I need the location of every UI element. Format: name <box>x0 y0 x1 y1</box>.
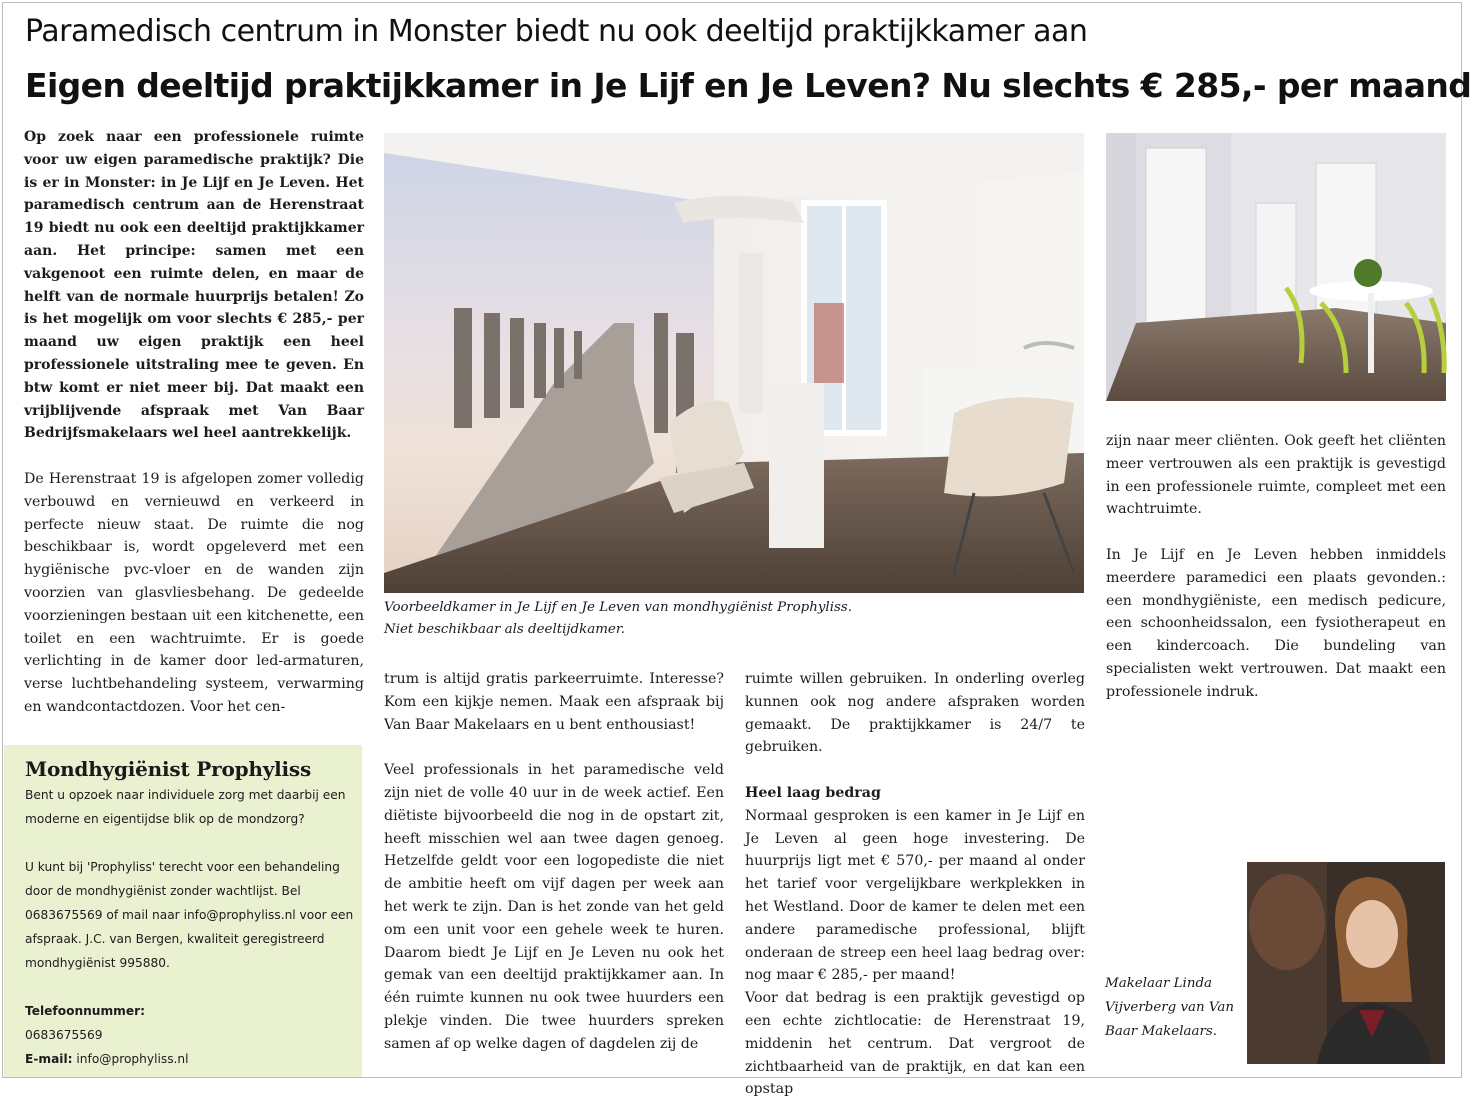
col3-p1: ruimte willen gebruiken. In onderling overleg kunnen ook nog andere afspraken worden gemaakt. De praktijkkamer is 24/7 te gebruiken. <box>745 671 1085 756</box>
col3-subhead: Heel laag bedrag <box>745 784 881 801</box>
headline: Eigen deeltijd praktijkkamer in Je Lijf en Je Leven? Nu slechts € 285,- per maand <box>25 66 1471 105</box>
col4-p1: zijn naar meer cliënten. Ook geeft het cliënten meer vertrouwen als een praktijk is gevestigd in een professionele ruimte, compleet met een wachtruimte. <box>1106 433 1446 518</box>
agent-caption: Makelaar Linda Vijverberg van Van Baar Makelaars. <box>1105 976 1234 1039</box>
caption-line-1: Voorbeeldkamer in Je Lijf en Je Leven van mondhygiënist Prophyliss. <box>384 600 852 615</box>
prophyliss-sidebar <box>4 745 362 1077</box>
col3-p3: Voor dat bedrag is een praktijk gevestigd op een echte zichtlocatie: de Herenstraat 19, middenin het centrum. Dat vergroot de zichtbaarheid van de praktijk, en dat kan een opstap <box>745 990 1085 1098</box>
agent-portrait <box>1247 862 1445 1064</box>
col4-p2: In Je Lijf en Je Leven hebben inmiddels meerdere paramedici een plaats gevonden.: een mondhygiëniste, een medisch pedicure, een schoonheidssalon, een fysiotherapeut en een kindercoach. Die bundeling van specialisten wekt vertrouwen. Dat maakt een professionele indruk. <box>1106 546 1446 700</box>
col2-p2: Veel professionals in het paramedische veld zijn niet de volle 40 uur in de week actief. Een diëtiste bijvoorbeeld die nog in de opstart zit, heeft misschien wel aan twee dagen genoeg. Hetzelfde geldt voor een logopediste die niet de ambitie heeft om vijf dagen per week aan het werk te zijn. Dan is het zonde van het geld om een unit voor een gehele week te huren. Daarom biedt Je Lijf en Je Leven nu ook het gemak van een deeltijd praktijkkamer aan. In één ruimte kunnen nu ook twee huurders een plekje vinden. Die twee huurders spreken samen af op welke dagen of dagdelen zij de <box>384 762 724 1052</box>
caption-line-2: Niet beschikbaar als deeltijdkamer. <box>384 622 626 637</box>
kicker: Paramedisch centrum in Monster biedt nu ook deeltijd praktijkkamer aan <box>25 14 1088 49</box>
col2-p1: trum is altijd gratis parkeerruimte. Interesse? Kom een kijkje nemen. Maak een afspraak bij Van Baar Makelaars en u bent enthousiast! <box>384 671 724 733</box>
intro-paragraph <box>24 126 364 719</box>
phone-label: Telefoonnummer: <box>25 1004 146 1018</box>
sidebar-title: Mondhygiënist Prophyliss <box>25 757 312 781</box>
hallway-illustration <box>1106 133 1446 401</box>
sidebar-p1: Bent u opzoek naar individuele zorg met daarbij een moderne en eigentijdse blik op de mondzorg? <box>25 788 346 826</box>
email-label: E-mail: <box>25 1052 73 1066</box>
sidebar-body <box>25 783 362 1071</box>
col3-p2: Normaal gesproken is een kamer in Je Lijf en Je Leven al geen hoge investering. De huurprijs ligt met € 570,- per maand al onder het tarief voor vergelijkbare werkplekken in het Westland. Door de kamer te delen met een andere paramedische professional, blijft onderaan de streep een heel laag bedrag over: nog maar € 285,- per maand! <box>745 807 1085 984</box>
treatment-room-illustration <box>384 133 1084 593</box>
col4 <box>1106 430 1446 704</box>
main-photo-treatment-room <box>384 133 1084 593</box>
col1-body: De Herenstraat 19 is afgelopen zomer volledig verbouwd en vernieuwd en verkeerd in perfecte nieuw staat. De ruimte die nog beschikbaar is, wordt opgeleverd met een hygiënische pvc-vloer en de wanden zijn voorzien van glasvliesbehang. De gedeelde voorzieningen bestaan uit een kitchenette, een toilet en een wachtruimte. Er is goede verlichting in de kamer door led-armaturen, verse luchtbehandeling systeem, verwarming en wandcontactdozen. Voor het cen- <box>24 470 364 715</box>
intro-text: Op zoek naar een professionele ruimte voor uw eigen paramedische praktijk? Die is er in Monster: in Je Lijf en Je Leven. Het paramedisch centrum aan de Herenstraat 19 biedt nu ook een deeltijd praktijkkamer aan. Het principe: samen met een vakgenoot een ruimte delen, en maar de helft van de normale huurprijs betalen! Zo is het mogelijk om voor slechts € 285,- per maand uw eigen praktijk een heel professionele uitstraling mee te geven. En btw komt er niet meer bij. Dat maakt een vrijblijvende afspraak met Van Baar Bedrijfsmakelaars wel heel aantrekkelijk. <box>24 129 364 442</box>
phone-value: 0683675569 <box>25 1028 103 1042</box>
email-value: info@prophyliss.nl <box>76 1052 189 1066</box>
hallway-photo <box>1106 133 1446 401</box>
main-photo-caption <box>384 597 1084 641</box>
col2 <box>384 668 724 1056</box>
sidebar-p2: U kunt bij 'Prophyliss' terecht voor een behandeling door de mondhygiënist zonder wachtlijst. Bel 0683675569 of mail naar info@prophyliss.nl voor een afspraak. J.C. van Bergen, kwaliteit geregistreerd mondhygiënist 995880. <box>25 860 354 970</box>
portrait-illustration <box>1247 862 1445 1064</box>
col3 <box>745 668 1085 1101</box>
